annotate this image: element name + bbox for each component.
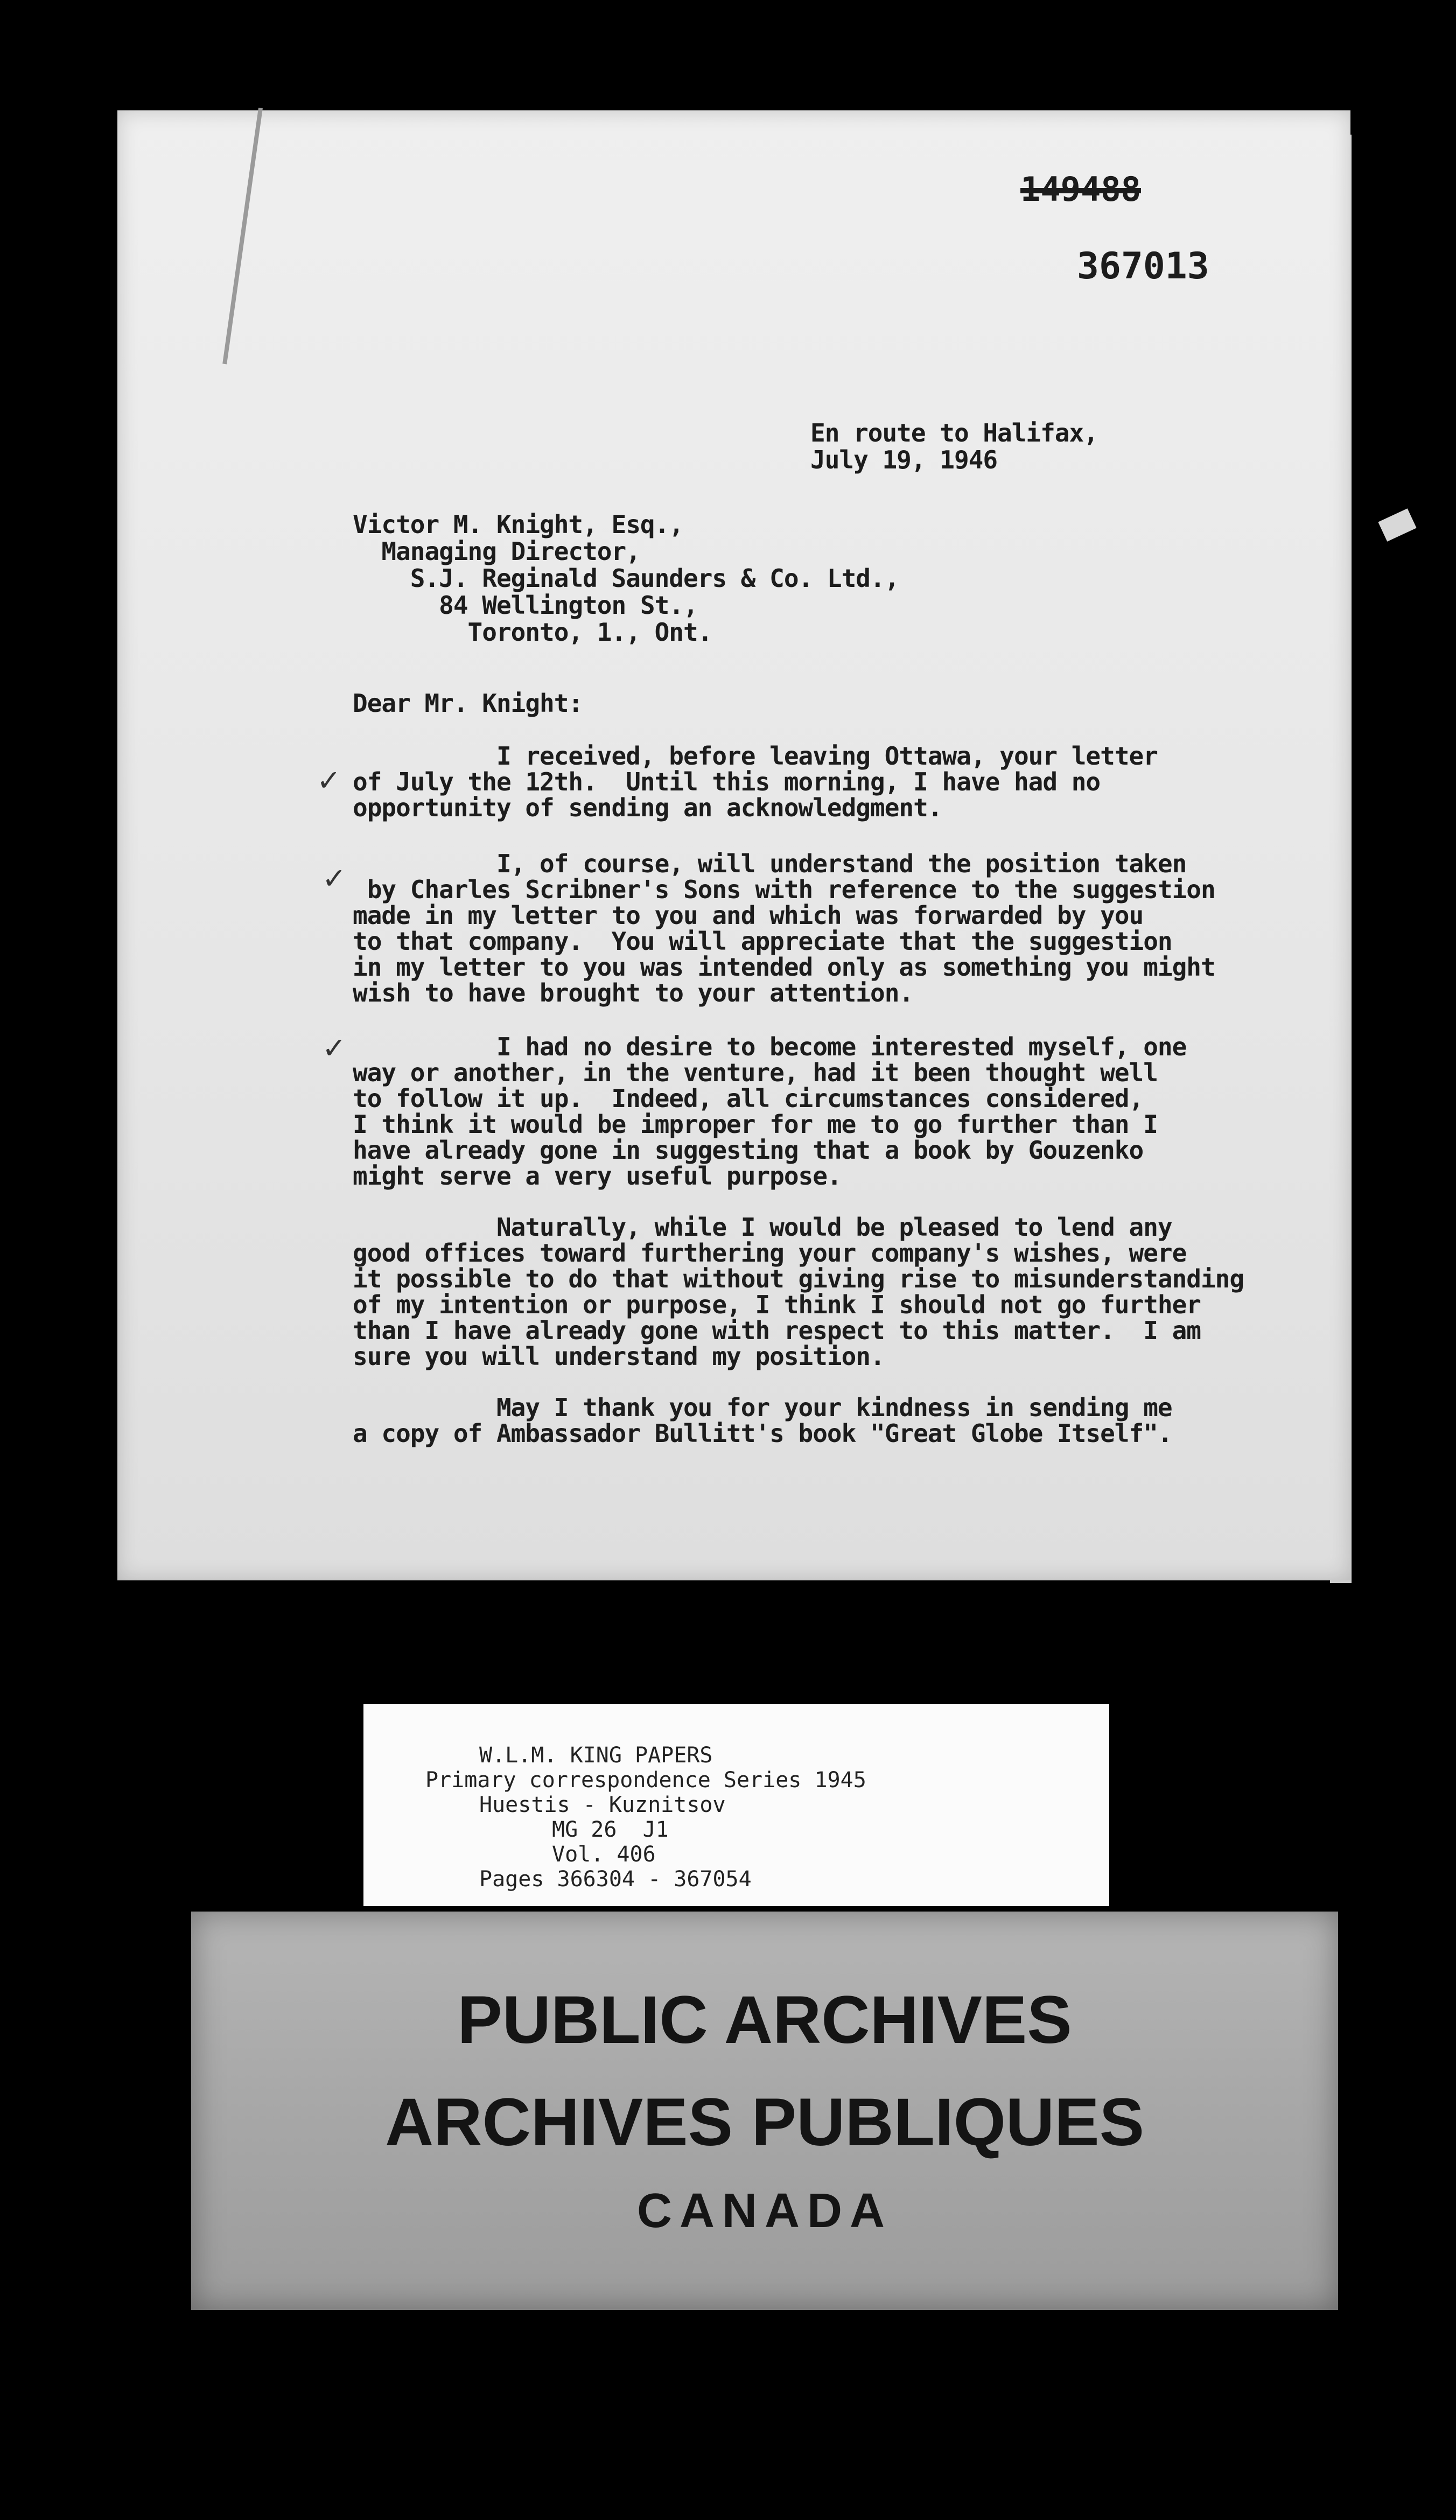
label-volume: Vol. 406 bbox=[552, 1842, 656, 1867]
body-line: in my letter to you was intended only as something you might bbox=[353, 953, 1215, 982]
address-line: Managing Director, bbox=[353, 537, 640, 566]
body-line: May I thank you for your kindness in sending me bbox=[353, 1393, 1172, 1422]
body-line: I think it would be improper for me to go further than I bbox=[353, 1110, 1158, 1139]
stamp-line-french: ARCHIVES PUBLIQUES bbox=[385, 2085, 1144, 2160]
body-line: it possible to do that without giving rise to misunderstanding bbox=[353, 1264, 1244, 1293]
address-line: S.J. Reginald Saunders & Co. Ltd., bbox=[353, 564, 899, 593]
body-line: opportunity of sending an acknowledgment. bbox=[353, 793, 942, 822]
address-line: 84 Wellington St., bbox=[353, 591, 698, 620]
date-line: July 19, 1946 bbox=[810, 445, 998, 474]
address-line: Victor M. Knight, Esq., bbox=[353, 510, 683, 539]
public-archives-stamp bbox=[191, 1912, 1338, 2310]
body-line: to that company. You will appreciate that the suggestion bbox=[353, 927, 1172, 956]
label-range: Huestis - Kuznitsov bbox=[479, 1793, 726, 1817]
paper-tab-mark bbox=[1378, 508, 1416, 542]
body-line: by Charles Scribner's Sons with reference to the suggestion bbox=[353, 875, 1215, 904]
salutation: Dear Mr. Knight: bbox=[353, 689, 583, 718]
check-mark-icon: ✓ bbox=[322, 862, 347, 895]
label-mg: MG 26 J1 bbox=[552, 1817, 669, 1842]
check-mark-icon: ✓ bbox=[322, 1031, 347, 1065]
check-mark-icon: ✓ bbox=[317, 764, 341, 797]
body-line: I had no desire to become interested myself, one bbox=[353, 1032, 1187, 1061]
stamp-line-country: CANADA bbox=[637, 2184, 892, 2238]
body-line: of my intention or purpose, I think I should not go further bbox=[353, 1290, 1201, 1319]
body-line: way or another, in the venture, had it been thought well bbox=[353, 1058, 1158, 1087]
address-line: Toronto, 1., Ont. bbox=[353, 618, 712, 647]
label-series: Primary correspondence Series 1945 bbox=[425, 1768, 866, 1793]
struck-serial-number: 149488 bbox=[1020, 170, 1141, 209]
body-line: good offices toward furthering your company's wishes, were bbox=[353, 1238, 1187, 1268]
body-line: a copy of Ambassador Bullitt's book "Great Globe Itself". bbox=[353, 1419, 1172, 1448]
archive-label bbox=[363, 1704, 1109, 1906]
body-line: wish to have brought to your attention. bbox=[353, 978, 914, 1007]
body-line: sure you will understand my position. bbox=[353, 1342, 885, 1371]
body-line: Naturally, while I would be pleased to lend any bbox=[353, 1213, 1172, 1242]
body-line: of July the 12th. Until this morning, I have had no bbox=[353, 767, 1101, 796]
body-line: than I have already gone with respect to this matter. I am bbox=[353, 1316, 1201, 1345]
body-line: might serve a very useful purpose. bbox=[353, 1161, 842, 1191]
body-line: have already gone in suggesting that a book by Gouzenko bbox=[353, 1136, 1144, 1165]
body-line: I received, before leaving Ottawa, your letter bbox=[353, 741, 1158, 771]
place-line: En route to Halifax, bbox=[810, 418, 1098, 447]
stamp-line-english: PUBLIC ARCHIVES bbox=[457, 1983, 1072, 2057]
serial-number: 367013 bbox=[1077, 245, 1209, 288]
label-collection: W.L.M. KING PAPERS bbox=[479, 1743, 713, 1768]
label-pages: Pages 366304 - 367054 bbox=[479, 1867, 752, 1892]
body-line: made in my letter to you and which was forwarded by you bbox=[353, 901, 1144, 930]
body-line: to follow it up. Indeed, all circumstances considered, bbox=[353, 1084, 1144, 1113]
body-line: I, of course, will understand the position taken bbox=[353, 849, 1187, 878]
